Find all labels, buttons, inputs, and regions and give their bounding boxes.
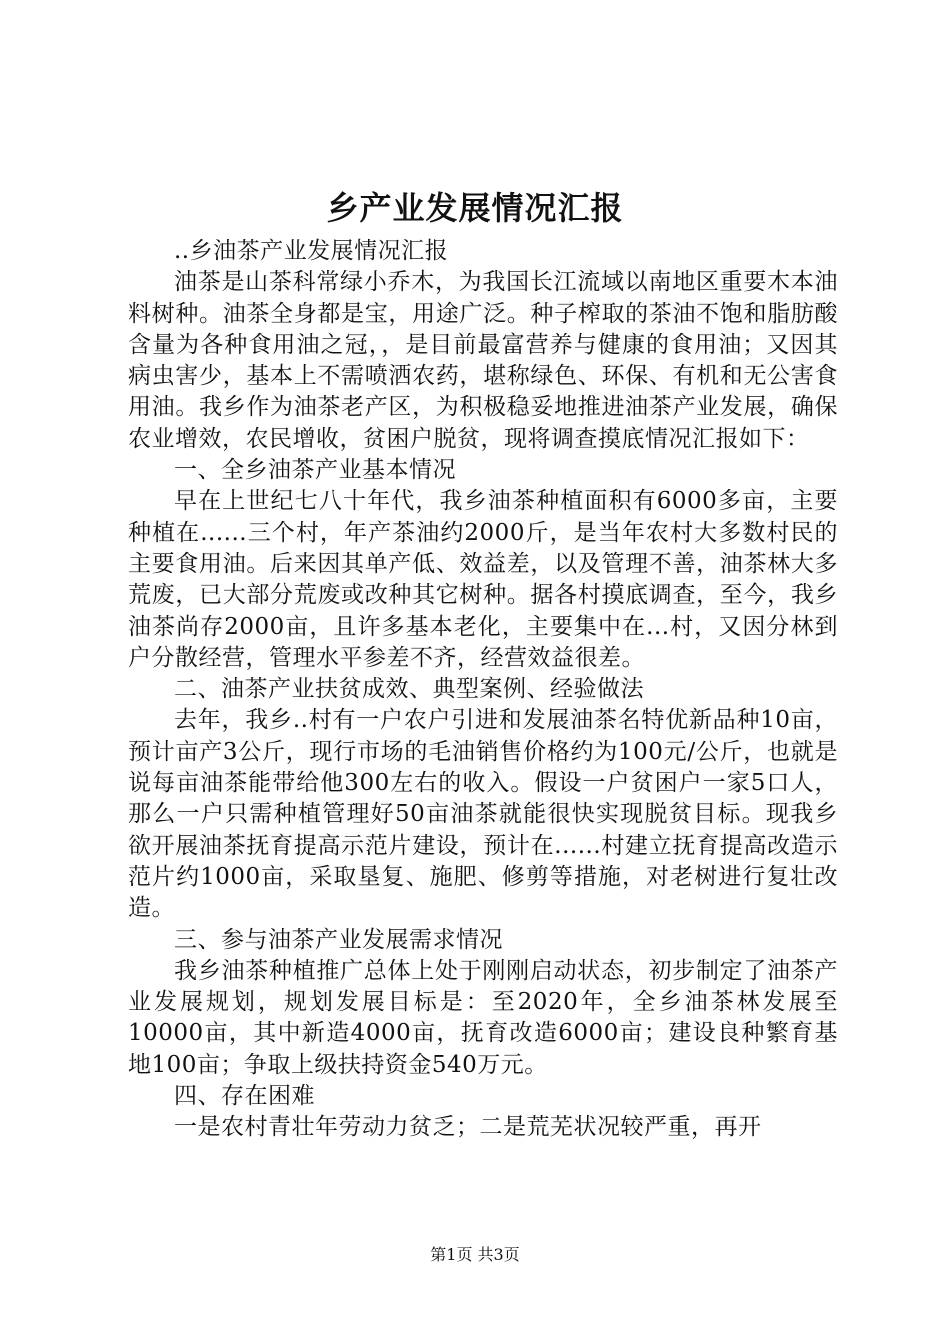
section-heading-3: 三、参与油茶产业发展需求情况: [174, 926, 503, 953]
page-footer: 第1页 共3页: [430, 1245, 520, 1264]
paragraph-section-1: 早在上世纪七八十年代，我乡油茶种植面积有6000多亩，主要种植在......三个村，年产茶油约2000斤，是当年农村大多数村民的主要食用油。后来因其单产低、效益差，以及管理不善，油茶林大多荒废，已大部分荒废或改种其它树种。据各村摸底调查，至今，我乡油茶尚存2000亩，且许多基本老化，主要集中在...村，又因分林到户分散经营，管理水平参差不齐，经营效益很差。: [128, 488, 838, 671]
paragraph-section-4: 一是农村青壮年劳动力贫乏；二是荒芜状况较严重，再开: [174, 1114, 762, 1141]
section-heading-4: 四、存在困难: [174, 1083, 315, 1110]
paragraph-section-2: 去年，我乡..村有一户农户引进和发展油茶名特优新品种10亩，预计亩产3公斤，现行市场的毛油销售价格约为100元/公斤，也就是说每亩油茶能带给他300左右的收入。假设一户贫困户一家5口人，那么一户只需种植管理好50亩油茶就能很快实现脱贫目标。现我乡欲开展油茶抚育提高示范片建设，预计在......村建立抚育提高改造示范片约1000亩，采取垦复、施肥、修剪等措施，对老树进行复壮改造。: [128, 707, 838, 922]
document-body: [128, 236, 838, 1144]
paragraph-subtitle: ..乡油茶产业发展情况汇报: [174, 238, 449, 264]
document-title: 乡产业发展情况汇报: [326, 189, 624, 227]
section-heading-2: 二、油茶产业扶贫成效、典型案例、经验做法: [174, 676, 644, 703]
paragraph-section-3: 我乡油茶种植推广总体上处于刚刚启动状态，初步制定了油茶产业发展规划，规划发展目标是：至2020年，全乡油茶林发展至10000亩，其中新造4000亩，抚育改造6000亩；建设良种繁育基地100亩；争取上级扶持资金540万元。: [128, 957, 838, 1078]
section-heading-1: 一、全乡油茶产业基本情况: [174, 457, 456, 484]
paragraph-intro: 油茶是山茶科常绿小乔木，为我国长江流域以南地区重要木本油料树种。油茶全身都是宝，用途广泛。种子榨取的茶油不饱和脂肪酸含量为各种食用油之冠，，是目前最富营养与健康的食用油；又因其病虫害少，基本上不需喷洒农药，堪称绿色、环保、有机和无公害食用油。我乡作为油茶老产区，为积极稳妥地推进油茶产业发展，确保农业增效，农民增收，贫困户脱贫，现将调查摸底情况汇报如下：: [128, 269, 838, 452]
